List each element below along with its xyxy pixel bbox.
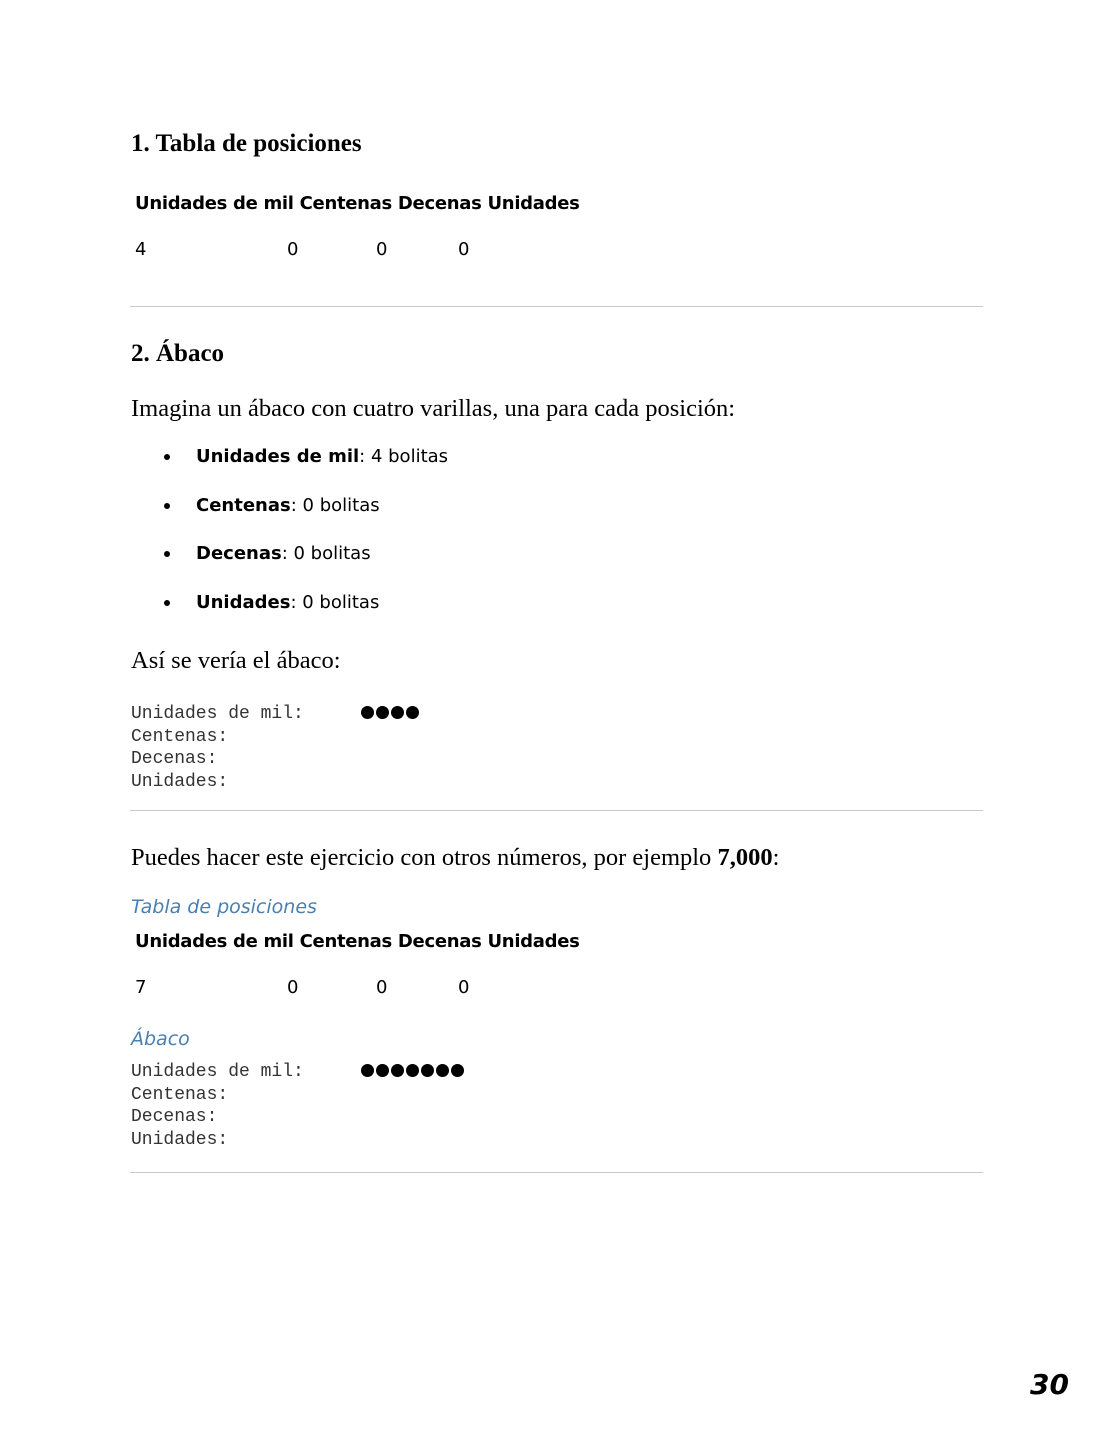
table-row bbox=[135, 977, 580, 1001]
table-cell-thousands: 7 bbox=[135, 977, 147, 998]
abacus-block-2 bbox=[131, 1061, 304, 1151]
abacus-line: Decenas: bbox=[131, 1107, 218, 1128]
bead-icon bbox=[391, 706, 404, 719]
list-item: Decenas: 0 bolitas bbox=[131, 543, 448, 592]
table-cell-hundreds: 0 bbox=[287, 977, 299, 998]
section2-heading: 2. Ábaco bbox=[131, 340, 225, 367]
section1-heading: 1. Tabla de posiciones bbox=[131, 130, 362, 157]
bead-icon bbox=[436, 1064, 449, 1077]
bullet-icon bbox=[164, 600, 170, 606]
abacus-line: Decenas: bbox=[131, 749, 218, 770]
abacus-line: Unidades: bbox=[131, 771, 229, 792]
table-cell-hundreds: 0 bbox=[287, 239, 299, 260]
bead-row bbox=[361, 1061, 464, 1077]
bullet-icon bbox=[164, 551, 170, 557]
abacus-line: Unidades de mil: bbox=[131, 703, 304, 726]
abacus-line: Centenas: bbox=[131, 1084, 229, 1105]
bullet-icon bbox=[164, 454, 170, 460]
table-cell-units: 0 bbox=[458, 977, 470, 998]
list-item: Centenas: 0 bolitas bbox=[131, 495, 448, 544]
table-subheading: Tabla de posiciones bbox=[131, 896, 317, 918]
bead-icon bbox=[361, 1064, 374, 1077]
list-item: Unidades de mil: 4 bolitas bbox=[131, 446, 448, 495]
abacus-line: Centenas: bbox=[131, 726, 229, 747]
bead-row bbox=[361, 703, 419, 719]
bead-icon bbox=[406, 1064, 419, 1077]
bead-icon bbox=[376, 706, 389, 719]
table-cell-tens: 0 bbox=[376, 977, 388, 998]
bead-icon bbox=[361, 706, 374, 719]
bullet-icon bbox=[164, 503, 170, 509]
list-item: Unidades: 0 bolitas bbox=[131, 592, 448, 641]
abacus-subheading: Ábaco bbox=[131, 1028, 190, 1050]
table-cell-thousands: 4 bbox=[135, 239, 147, 260]
bead-icon bbox=[421, 1064, 434, 1077]
example-intro: Puedes hacer este ejercicio con otros números, por ejemplo 7,000: bbox=[131, 844, 780, 871]
bead-list bbox=[131, 446, 448, 640]
abacus-block-1 bbox=[131, 703, 304, 793]
place-value-table-1 bbox=[135, 193, 580, 263]
abacus-line: Unidades: bbox=[131, 1129, 229, 1150]
table-header: Unidades de mil Centenas Decenas Unidades bbox=[135, 931, 580, 952]
bead-icon bbox=[391, 1064, 404, 1077]
abacus-caption: Así se vería el ábaco: bbox=[131, 647, 341, 674]
page-number: 30 bbox=[1030, 1368, 1069, 1401]
bead-icon bbox=[451, 1064, 464, 1077]
abacus-line: Unidades de mil: bbox=[131, 1061, 304, 1084]
place-value-table-2 bbox=[135, 931, 580, 1001]
bead-icon bbox=[406, 706, 419, 719]
divider bbox=[130, 810, 983, 811]
table-row bbox=[135, 239, 580, 263]
table-header: Unidades de mil Centenas Decenas Unidades bbox=[135, 193, 580, 214]
abacus-intro: Imagina un ábaco con cuatro varillas, una para cada posición: bbox=[131, 395, 736, 422]
bead-icon bbox=[376, 1064, 389, 1077]
table-cell-units: 0 bbox=[458, 239, 470, 260]
table-cell-tens: 0 bbox=[376, 239, 388, 260]
divider bbox=[130, 1172, 983, 1173]
divider bbox=[130, 306, 983, 307]
